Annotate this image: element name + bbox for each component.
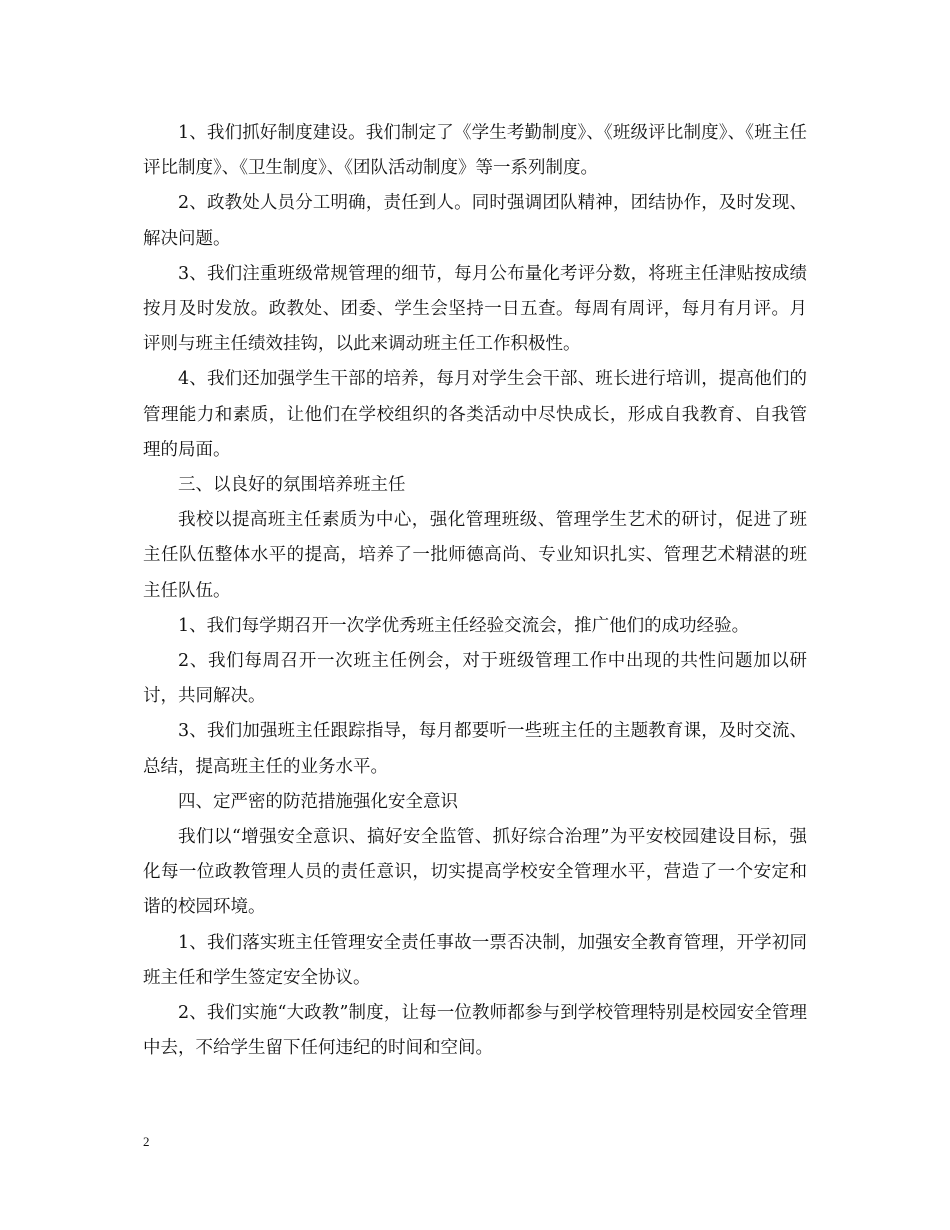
paragraph-6: 1、我们每学期召开一次学优秀班主任经验交流会，推广他们的成功经验。	[178, 615, 750, 636]
page-number: 2	[143, 1134, 150, 1149]
paragraph-8: 3、我们加强班主任跟踪指导，每月都要听一些班主任的主题教育课，及时交流、总结，提高班主任的业务水平。	[143, 721, 807, 777]
paragraph-9: 我们以“增强安全意识、搞好安全监管、抓好综合治理”为平安校园建设目标，强化每一位政教管理人员的责任意识，切实提高学校安全管理水平，营造了一个安定和谐的校园环境。	[143, 827, 807, 918]
section-heading-4: 四、定严密的防范措施强化安全意识	[178, 791, 458, 812]
document-body	[143, 116, 807, 1066]
paragraph-2: 2、政教处人员分工明确，责任到人。同时强调团队精神，团结协作，及时发现、解决问题。	[143, 193, 807, 249]
paragraph-4: 4、我们还加强学生干部的培养，每月对学生会干部、班长进行培训，提高他们的管理能力和素质，让他们在学校组织的各类活动中尽快成长，形成自我教育、自我管理的局面。	[143, 369, 807, 460]
paragraph-11: 2、我们实施“大政教”制度，让每一位教师都参与到学校管理特别是校园安全管理中去，不给学生留下任何违纪的时间和空间。	[143, 1003, 807, 1059]
paragraph-5: 我校以提高班主任素质为中心，强化管理班级、管理学生艺术的研讨，促进了班主任队伍整体水平的提高，培养了一批师德高尚、专业知识扎实、管理艺术精湛的班主任队伍。	[143, 510, 807, 601]
paragraph-1: 1、我们抓好制度建设。我们制定了《学生考勤制度》、《班级评比制度》、《班主任评比制度》、《卫生制度》、《团队活动制度》等一系列制度。	[143, 123, 807, 179]
paragraph-7: 2、我们每周召开一次班主任例会，对于班级管理工作中出现的共性问题加以研讨，共同解决。	[143, 651, 807, 707]
section-heading-3: 三、以良好的氛围培养班主任	[178, 475, 406, 496]
paragraph-10: 1、我们落实班主任管理安全责任事故一票否决制，加强安全教育管理，开学初同班主任和学生签定安全协议。	[143, 932, 807, 988]
paragraph-3: 3、我们注重班级常规管理的细节，每月公布量化考评分数，将班主任津贴按成绩按月及时发放。政教处、团委、学生会坚持一日五查。每周有周评，每月有月评。月评则与班主任绩效挂钩，以此来调动班主任工作积极性。	[143, 263, 807, 355]
